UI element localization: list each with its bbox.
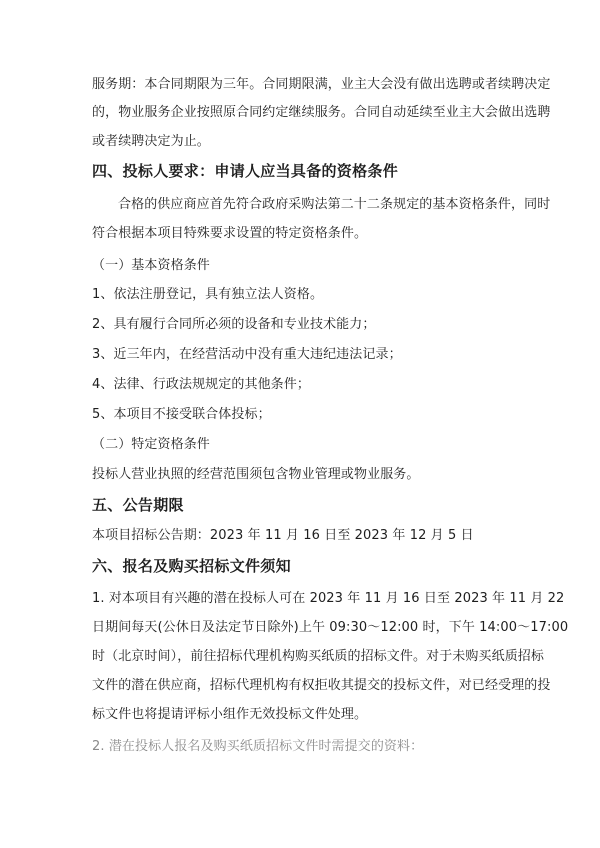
basic-item-3: 3、近三年内，在经营活动中没有重大违纪违法记录； (92, 347, 402, 362)
materials-para: 2. 潜在投标人报名及购买纸质招标文件时需提交的资料： (92, 739, 424, 754)
registration-para-line-2: 日期间每天(公休日及法定节日除外)上午 09:30～12:00 时，下午 14:00～17:00 (92, 620, 569, 635)
service-period-line-2: 的，物业服务企业按照原合同约定继续服务。合同自动延续至业主大会做出选聘 (92, 105, 551, 120)
notice-period-text: 本项目招标公告期：2023 年 11 月 16 日至 2023 年 12 月 5 日 (92, 528, 474, 543)
section-heading-5: 五、公告期限 (92, 496, 184, 514)
basic-item-1: 1、依法注册登记，具有独立法人资格。 (92, 287, 324, 302)
registration-para-line-4: 文件的潜在供应商，招标代理机构有权拒收其提交的投标文件，对已经受理的投 (92, 678, 551, 693)
basic-item-2: 2、具有履行合同所必须的设备和专业技术能力； (92, 317, 376, 332)
basic-qualification-title: （一）基本资格条件 (92, 258, 210, 273)
qualification-para-line-2: 符合根据本项目特殊要求设置的特定资格条件。 (92, 226, 368, 241)
section-heading-4: 四、投标人要求：申请人应当具备的资格条件 (92, 162, 399, 180)
registration-para-line-3: 时（北京时间），前往招标代理机构购买纸质的招标文件。对于未购买纸质招标 (92, 649, 545, 664)
service-period-line-1: 服务期：本合同期限为三年。合同期限满，业主大会没有做出选聘或者续聘决定 (92, 77, 551, 92)
special-qualification-title: （二）特定资格条件 (92, 437, 210, 452)
basic-item-5: 5、本项目不接受联合体投标； (92, 407, 271, 422)
registration-para-line-1: 1. 对本项目有兴趣的潜在投标人可在 2023 年 11 月 16 日至 2023 年 11 月 22 (92, 591, 565, 606)
service-period-line-3: 或者续聘决定为止。 (92, 134, 210, 149)
qualification-para-line-1: 合格的供应商应首先符合政府采购法第二十二条规定的基本资格条件，同时 (118, 197, 551, 212)
basic-item-4: 4、法律、行政法规规定的其他条件； (92, 377, 310, 392)
section-heading-6: 六、报名及购买招标文件须知 (92, 557, 291, 575)
special-qualification-text: 投标人营业执照的经营范围须包含物业管理或物业服务。 (92, 467, 420, 482)
registration-para-line-5: 标文件也将提请评标小组作无效投标文件处理。 (92, 707, 368, 722)
